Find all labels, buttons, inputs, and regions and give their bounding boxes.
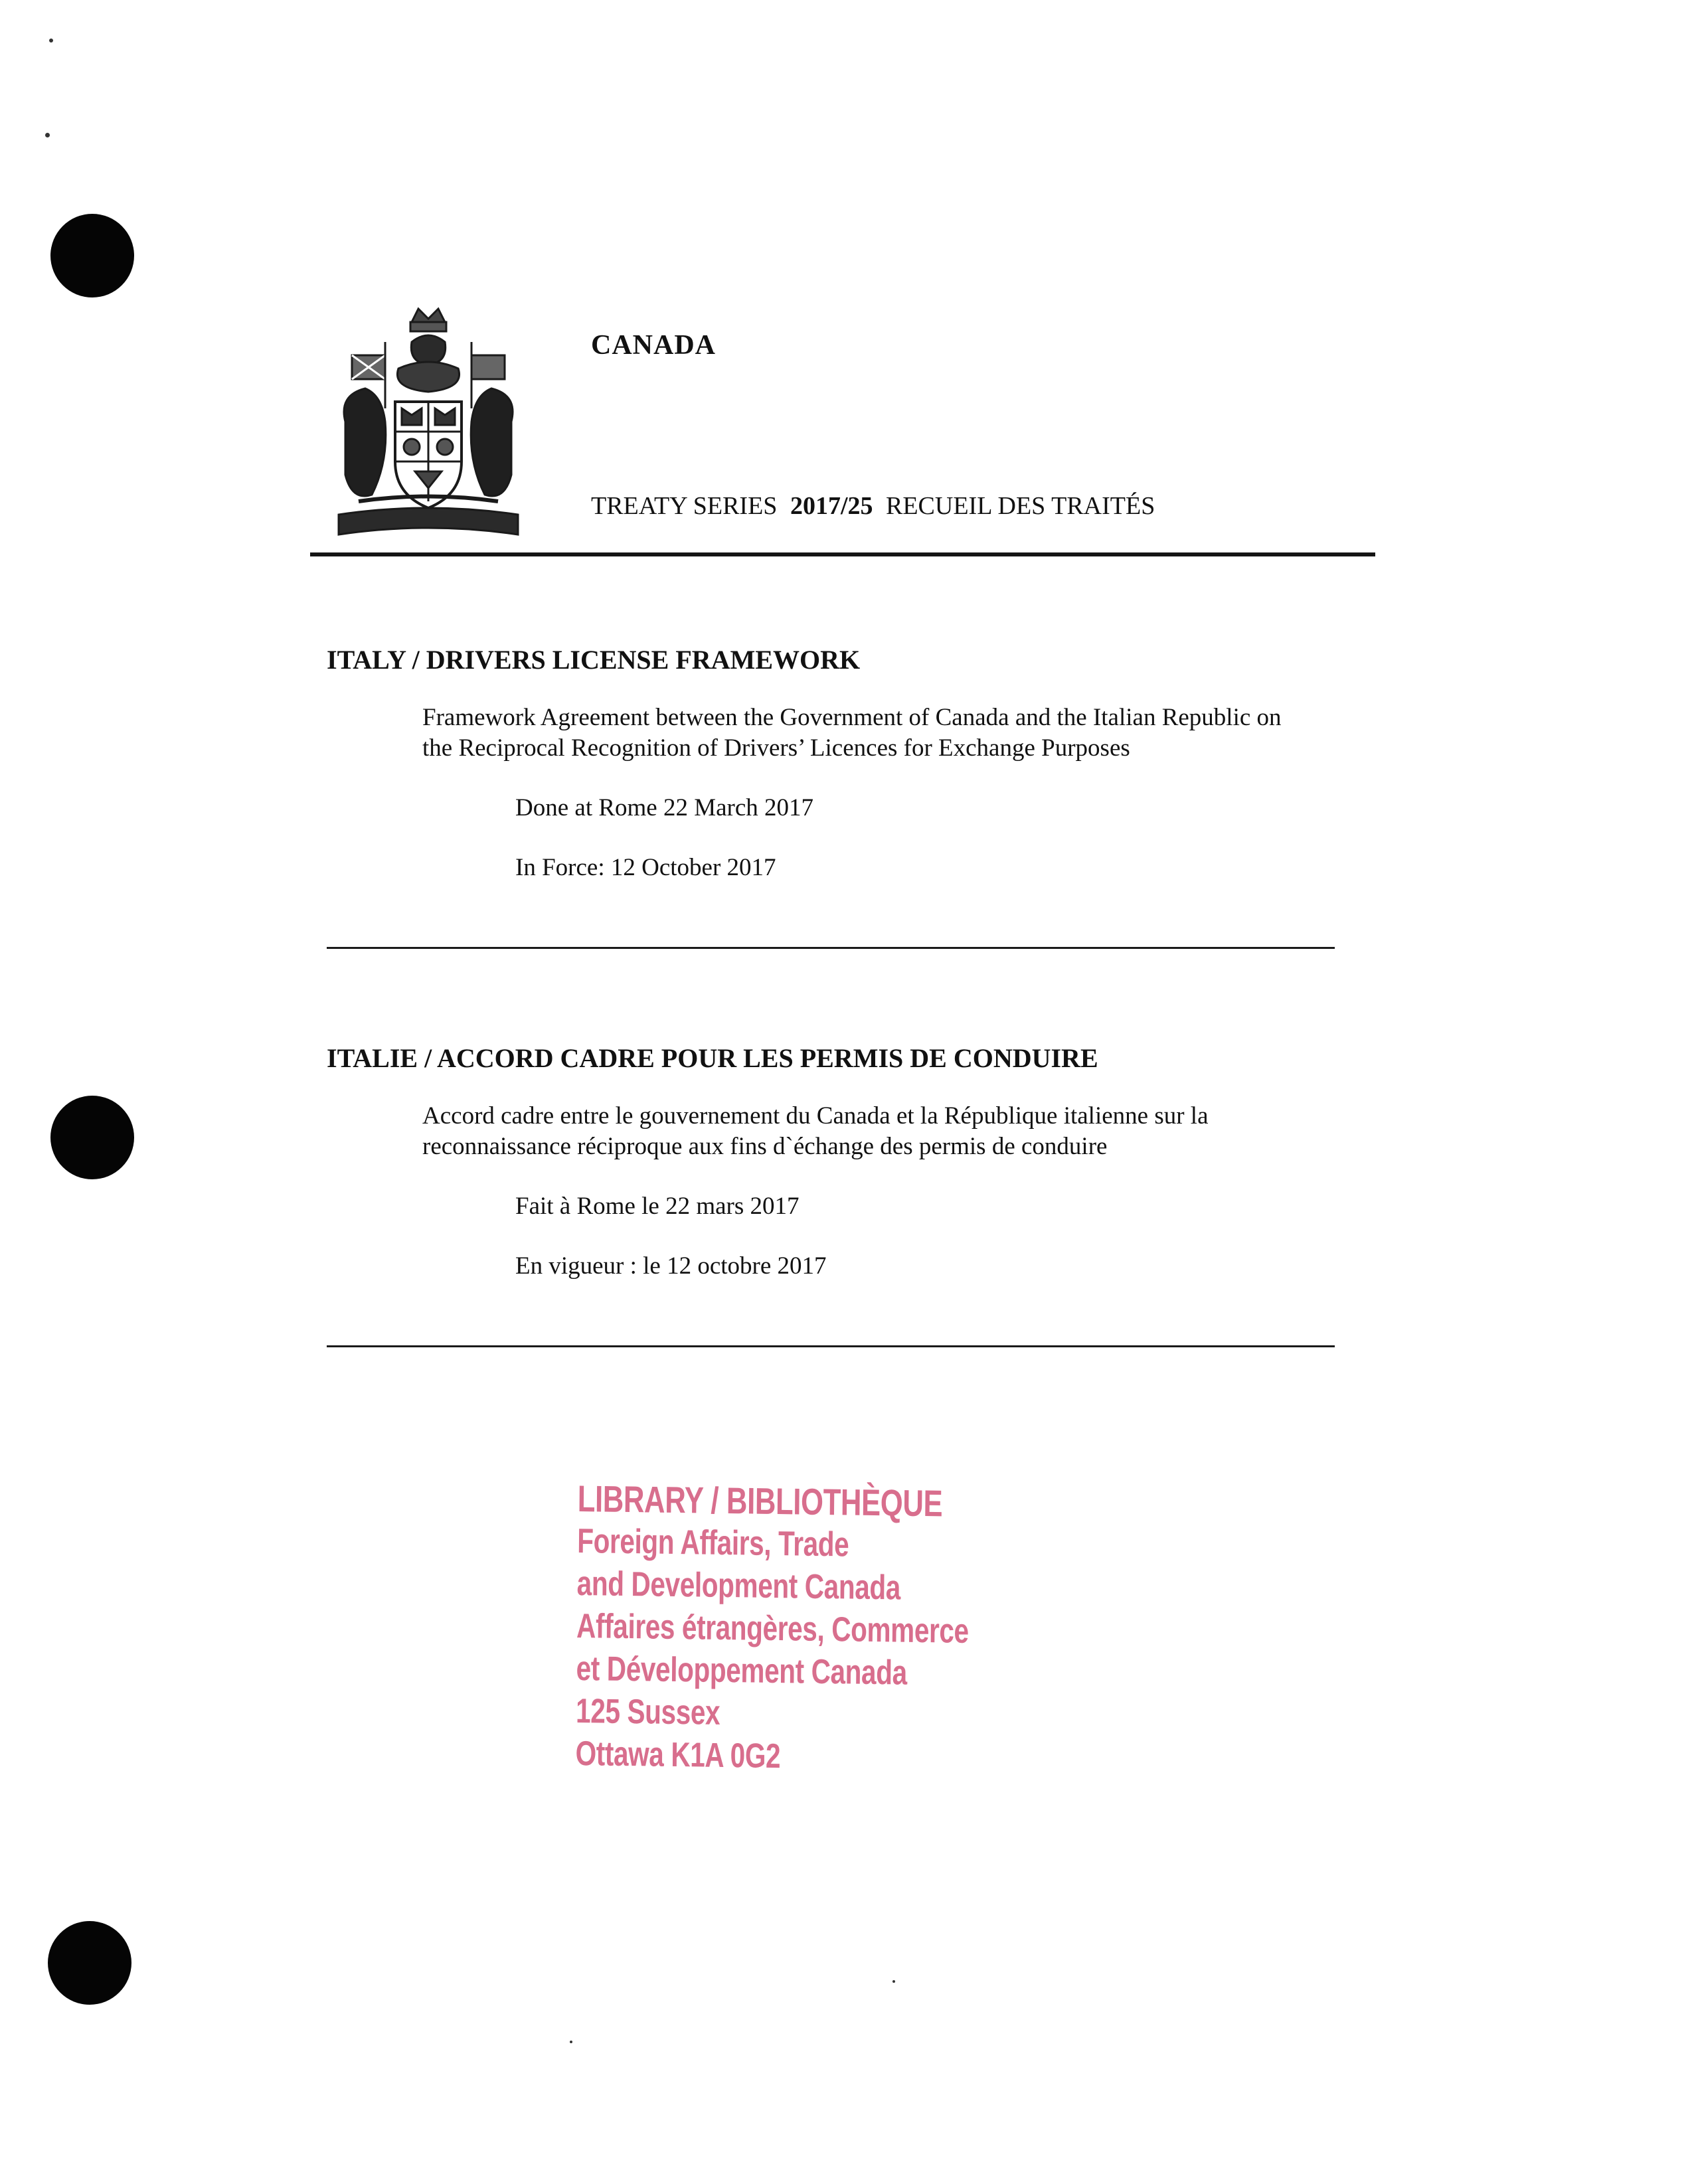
french-description: [422, 1101, 1365, 1162]
english-in-force-date: In Force: 12 October 2017: [515, 854, 776, 881]
speck: [892, 1980, 895, 1983]
library-stamp: [575, 1477, 969, 1780]
english-description-line: the Reciprocal Recognition of Drivers’ Licences for Exchange Purposes: [422, 734, 1130, 762]
stamp-line: Foreign Affairs, Trade: [576, 1521, 849, 1564]
stamp-line: LIBRARY / BIBLIOTHÈQUE: [577, 1477, 943, 1525]
stamp-line: et Développement Canada: [576, 1649, 908, 1693]
speck: [49, 39, 53, 42]
french-title: ITALIE / ACCORD CADRE POUR LES PERMIS DE CONDUIRE: [327, 1043, 1098, 1073]
section-divider: [327, 1345, 1335, 1347]
french-done-date: Fait à Rome le 22 mars 2017: [515, 1193, 800, 1220]
treaty-series-line: [591, 491, 1155, 521]
speck: [570, 2041, 572, 2043]
stamp-line: 125 Sussex: [575, 1691, 720, 1732]
speck: [45, 133, 50, 137]
header-divider: [310, 552, 1375, 556]
english-done-date: Done at Rome 22 March 2017: [515, 794, 814, 821]
english-description-line: Framework Agreement between the Government of Canada and the Italian Republic on: [422, 704, 1282, 731]
stamp-line: Affaires étrangères, Commerce: [576, 1606, 969, 1651]
binder-hole-icon: [50, 1096, 134, 1179]
series-number: 2017/25: [790, 492, 873, 520]
stamp-line: and Development Canada: [576, 1564, 901, 1608]
stamp-line: Ottawa K1A 0G2: [575, 1734, 781, 1776]
series-label-en: TREATY SERIES: [591, 492, 778, 520]
english-title: ITALY / DRIVERS LICENSE FRAMEWORK: [327, 645, 861, 675]
binder-hole-icon: [50, 214, 134, 297]
french-in-force-date: En vigueur : le 12 octobre 2017: [515, 1252, 827, 1280]
binder-hole-icon: [48, 1921, 131, 2005]
english-description: [422, 703, 1365, 764]
french-description-line: Accord cadre entre le gouvernement du Canada et la République italienne sur la: [422, 1102, 1209, 1130]
canada-coat-of-arms-icon: [332, 302, 525, 548]
french-description-line: reconnaissance réciproque aux fins d`échange des permis de conduire: [422, 1133, 1108, 1160]
section-divider: [327, 947, 1335, 949]
country-heading: CANADA: [591, 330, 716, 361]
series-label-fr: RECUEIL DES TRAITÉS: [886, 492, 1155, 520]
